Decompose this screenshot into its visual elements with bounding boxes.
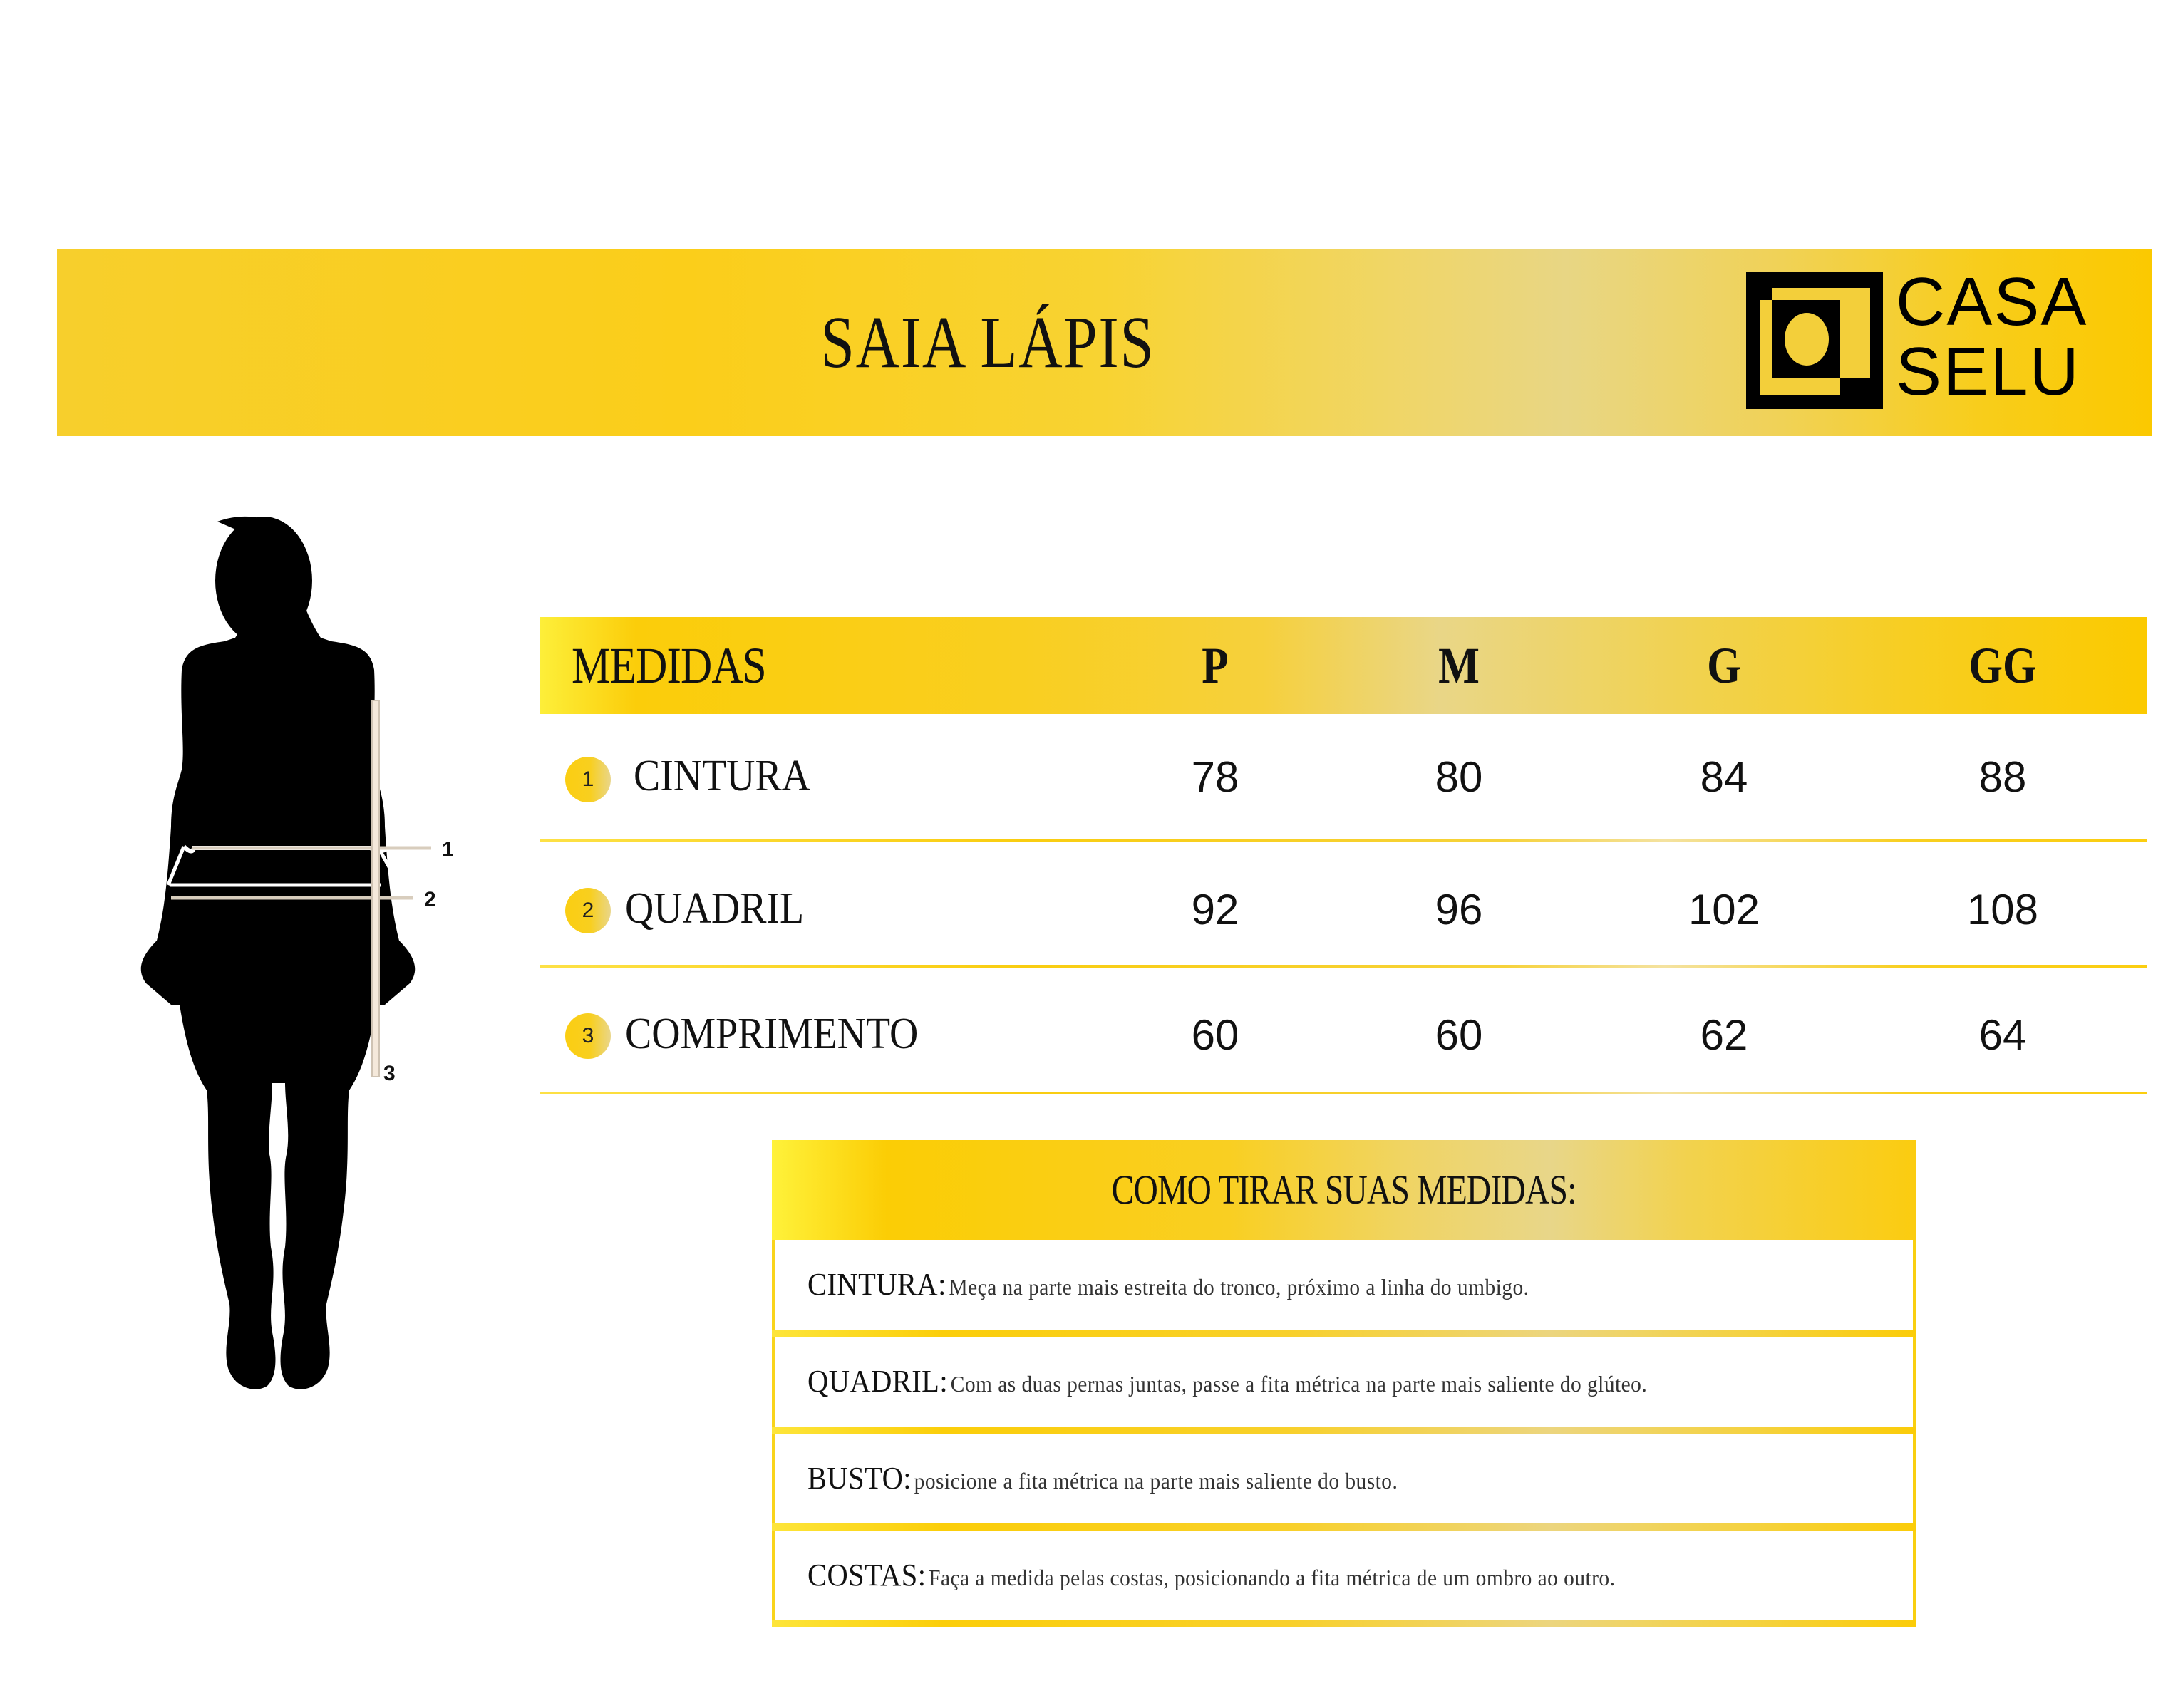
cell-m: 80 xyxy=(1435,753,1483,801)
header-size-p: P xyxy=(1202,637,1229,694)
brand-wordmark xyxy=(1896,264,2088,410)
how-to-measure-title xyxy=(772,1140,1916,1240)
page-title xyxy=(246,249,1964,436)
header-size-g: G xyxy=(1707,637,1741,694)
howto-divider xyxy=(772,1427,1916,1434)
cell-p: 78 xyxy=(1191,753,1239,801)
marker-1: 1 xyxy=(442,838,454,861)
table-row-cintura xyxy=(540,714,2147,842)
howto-divider xyxy=(772,1620,1916,1627)
howto-desc: Faça a medida pelas costas, posicionando a fita métrica de um ombro ao outro. xyxy=(929,1565,1616,1590)
marker-2: 2 xyxy=(424,888,436,911)
size-table xyxy=(540,617,2147,1094)
howto-desc: posicione a fita métrica na parte mais saliente do busto. xyxy=(914,1468,1398,1494)
page-title-text: SAIA LÁPIS xyxy=(820,301,1155,383)
howto-key: BUSTO: xyxy=(807,1461,912,1496)
how-to-measure-panel xyxy=(772,1140,1916,1627)
header-size-gg: GG xyxy=(1968,637,2037,694)
casa-selu-logo-icon xyxy=(1746,272,1883,409)
howto-text xyxy=(807,1337,1647,1427)
howto-text xyxy=(807,1434,1398,1523)
cell-g: 102 xyxy=(1688,886,1760,933)
brand-logo xyxy=(1746,264,2117,410)
howto-divider xyxy=(772,1330,1916,1337)
table-row-comprimento xyxy=(540,968,2147,1094)
row-label: COMPRIMENTO xyxy=(625,1010,919,1058)
cell-g: 62 xyxy=(1700,1011,1748,1059)
howto-divider xyxy=(772,1523,1916,1531)
header-size-m: M xyxy=(1438,637,1480,694)
brand-line-2: SELU xyxy=(1896,333,2080,410)
cell-gg: 88 xyxy=(1978,753,2027,801)
howto-key: COSTAS: xyxy=(807,1558,927,1593)
marker-3: 3 xyxy=(383,1062,396,1085)
cell-g: 84 xyxy=(1700,753,1748,801)
row-number-badge: 3 xyxy=(565,1013,611,1059)
howto-key: QUADRIL: xyxy=(807,1364,949,1399)
howto-item-quadril xyxy=(772,1337,1916,1427)
row-label: QUADRIL xyxy=(625,884,805,933)
row-label: CINTURA xyxy=(634,752,811,800)
howto-item-busto xyxy=(772,1434,1916,1523)
howto-item-costas xyxy=(772,1531,1916,1620)
row-divider xyxy=(540,1092,2147,1094)
howto-desc: Com as duas pernas juntas, passe a fita métrica na parte mais saliente do glúteo. xyxy=(950,1371,1648,1397)
how-to-measure-title-text: COMO TIRAR SUAS MEDIDAS: xyxy=(1111,1166,1576,1213)
howto-item-cintura xyxy=(772,1240,1916,1330)
howto-text xyxy=(807,1240,1529,1330)
row-number-badge: 1 xyxy=(565,757,611,802)
howto-text xyxy=(807,1531,1615,1620)
cell-p: 92 xyxy=(1191,886,1239,933)
cell-gg: 64 xyxy=(1978,1011,2027,1059)
howto-desc: Meça na parte mais estreita do tronco, próximo a linha do umbigo. xyxy=(949,1274,1529,1300)
cell-p: 60 xyxy=(1191,1011,1239,1059)
cell-gg: 108 xyxy=(1966,886,2039,933)
row-number-badge: 2 xyxy=(565,888,611,933)
cell-m: 60 xyxy=(1435,1011,1483,1059)
size-table-header xyxy=(540,617,2147,714)
table-row-quadril xyxy=(540,842,2147,968)
woman-silhouette-icon xyxy=(100,513,470,1439)
howto-key: CINTURA: xyxy=(807,1267,946,1302)
header-label: MEDIDAS xyxy=(572,637,766,694)
cell-m: 96 xyxy=(1435,886,1483,933)
brand-line-1: CASA xyxy=(1896,264,2088,340)
